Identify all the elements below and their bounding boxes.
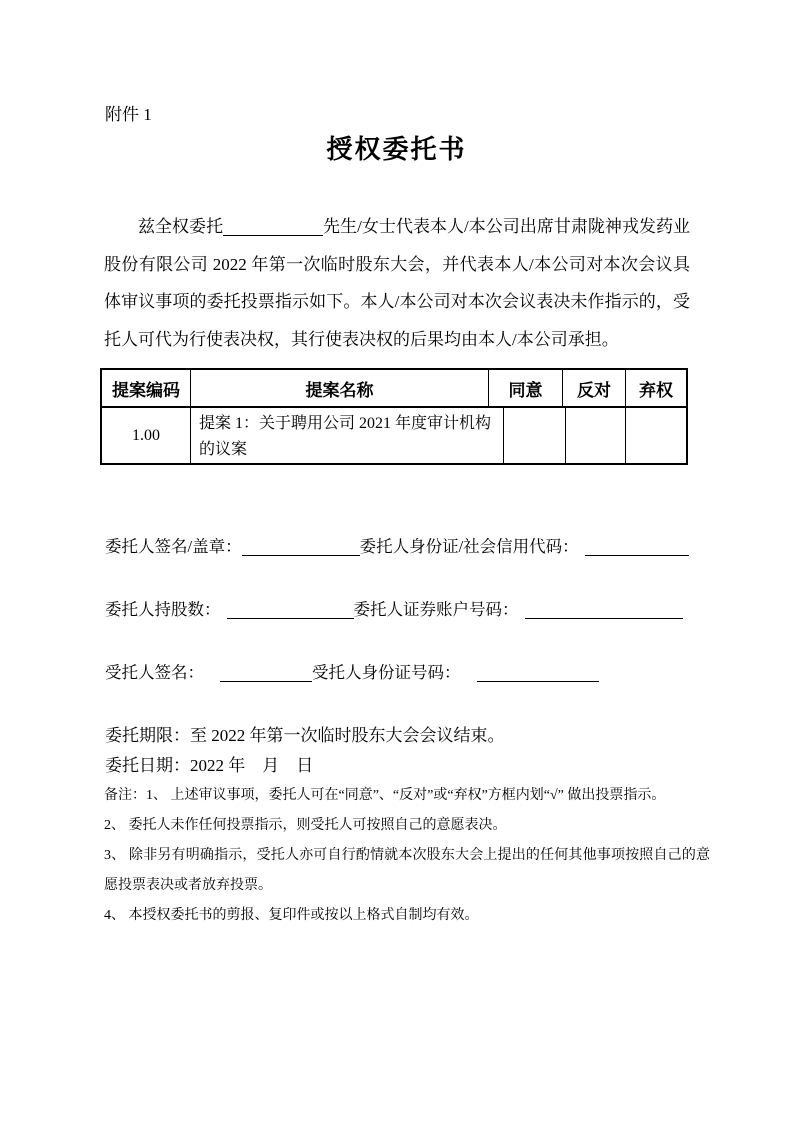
proxy-date-line: 委托日期：2022 年 月 日 xyxy=(105,756,314,775)
trustee-signature-label: 受托人签名： xyxy=(105,663,204,682)
attorney-name-blank[interactable] xyxy=(223,229,323,236)
paragraph-text-pre: 兹全权委托 xyxy=(138,217,224,236)
trustee-signature-blank[interactable] xyxy=(220,675,312,682)
principal-id-blank[interactable] xyxy=(585,549,689,556)
principal-signature-blank[interactable] xyxy=(242,549,360,556)
principal-account-label: 委托人证券账户号码： xyxy=(353,600,519,619)
table-row xyxy=(102,408,686,463)
notes-section xyxy=(104,781,710,931)
trustee-signature-row xyxy=(105,659,705,683)
page-title: 授权委托书 xyxy=(326,134,467,164)
note-item-1: 备注：1、 上述审议事项，委托人可在“同意”、“反对”或“弃权”方框内划“√” 做出投票指示。 xyxy=(104,788,666,803)
header-agree: 同意 xyxy=(488,370,562,406)
agree-vote-box[interactable] xyxy=(503,408,565,463)
note-item-4: 4、 本授权委托书的剪报、复印件或按以上格式自制均有效。 xyxy=(104,908,479,923)
principal-signature-label: 委托人签名/盖章： xyxy=(105,537,242,556)
principal-account-blank[interactable] xyxy=(525,612,683,619)
trustee-id-blank[interactable] xyxy=(477,675,599,682)
abstain-vote-box[interactable] xyxy=(625,408,686,463)
vote-table xyxy=(100,368,688,465)
note-item-3: 3、 除非另有明确指示，受托人亦可自行酌情就本次股东大会上提出的任何其他事项按照自己的意愿投票表决或者放弃投票。 xyxy=(104,848,710,893)
header-proposal-code: 提案编码 xyxy=(112,380,180,400)
proxy-period-line: 委托期限：至 2022 年第一次临时股东大会会议结束。 xyxy=(105,726,505,745)
principal-shares-row xyxy=(105,596,705,620)
proposal-code-cell: 1.00 xyxy=(132,426,160,444)
against-vote-box[interactable] xyxy=(565,408,625,463)
principal-id-label: 委托人身份证/社会信用代码： xyxy=(359,537,579,556)
principal-signature-row xyxy=(105,533,705,557)
paragraph-text-post: 先生/女士代表本人/本公司出席甘肃陇神戎发药业股份有限公司 2022 年第一次临时股东大会，并代表本人/本公司对本次会议具体审议事项的委托投票指示如下。本人/本公司对本次会议表决未作指示的，受托人可代为行使表决权，其行使表决权的后果均由本人/本公司承担。 xyxy=(104,217,691,349)
principal-shares-blank[interactable] xyxy=(227,612,354,619)
header-against: 反对 xyxy=(562,370,625,406)
vote-table-header-row xyxy=(102,370,686,408)
authorization-paragraph xyxy=(104,208,690,358)
proposal-name-cell: 提案 1：关于聘用公司 2021 年度审计机构的议案 xyxy=(190,408,503,463)
note-item-2: 2、 委托人未作任何投票指示，则受托人可按照自己的意愿表决。 xyxy=(104,818,507,833)
principal-shares-label: 委托人持股数： xyxy=(105,600,221,619)
header-proposal-name: 提案名称 xyxy=(190,370,488,406)
header-abstain: 弃权 xyxy=(625,370,686,406)
attachment-label: 附件 1 xyxy=(105,105,152,124)
trustee-id-label: 受托人身份证号码： xyxy=(312,663,461,682)
